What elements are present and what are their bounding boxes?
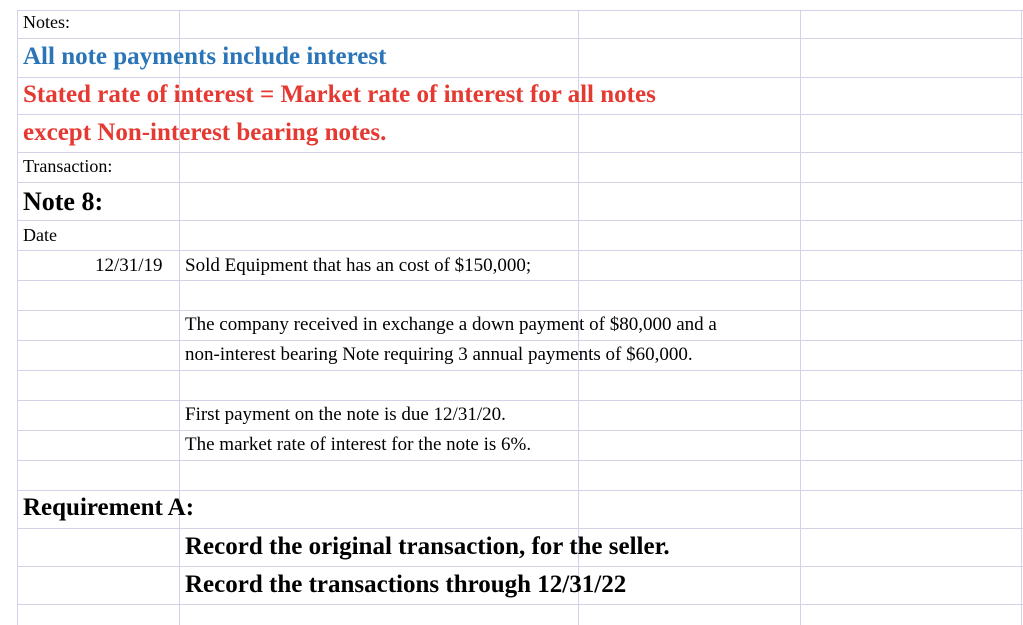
grid-hline [17, 114, 1023, 115]
grid-vline [800, 10, 801, 625]
grid-hline [17, 182, 1023, 183]
grid-hline [17, 340, 1023, 341]
grid-hline [17, 604, 1023, 605]
grid-hline [17, 10, 1023, 11]
grid-hline [17, 310, 1023, 311]
grid-hline [17, 490, 1023, 491]
requirement-label: Requirement A: [23, 494, 195, 521]
grid-vline [17, 10, 18, 625]
date-value: 12/31/19 [95, 255, 163, 276]
grid-hline [17, 38, 1023, 39]
transaction-received-text-1: The company received in exchange a down payment of $80,000 and a [185, 314, 717, 335]
note-stated-rate-text: Stated rate of interest = Market rate of interest for all notes [23, 81, 656, 108]
grid-hline [17, 152, 1023, 153]
grid-hline [17, 370, 1023, 371]
grid-hline [17, 250, 1023, 251]
requirement-line-1: Record the original transaction, for the seller. [185, 533, 670, 560]
note-exception-text: except Non-interest bearing notes. [23, 119, 387, 146]
first-payment-text: First payment on the note is due 12/31/20. [185, 404, 506, 425]
note-interest-text: All note payments include interest [23, 43, 387, 70]
grid-hline [17, 220, 1023, 221]
grid-vline [1021, 10, 1022, 625]
requirement-line-2: Record the transactions through 12/31/22 [185, 571, 627, 598]
market-rate-text: The market rate of interest for the note is 6%. [185, 434, 532, 455]
transaction-label: Transaction: [23, 156, 113, 176]
date-header: Date [23, 225, 57, 245]
grid-hline [17, 280, 1023, 281]
grid-hline [17, 430, 1023, 431]
grid-hline [17, 400, 1023, 401]
grid-hline [17, 528, 1023, 529]
note-title: Note 8: [23, 187, 104, 216]
grid-hline [17, 460, 1023, 461]
notes-label: Notes: [23, 12, 70, 32]
transaction-sold-text: Sold Equipment that has an cost of $150,000; [185, 255, 532, 276]
transaction-received-text-2: non-interest bearing Note requiring 3 annual payments of $60,000. [185, 344, 693, 365]
grid-hline [17, 566, 1023, 567]
grid-hline [17, 77, 1023, 78]
